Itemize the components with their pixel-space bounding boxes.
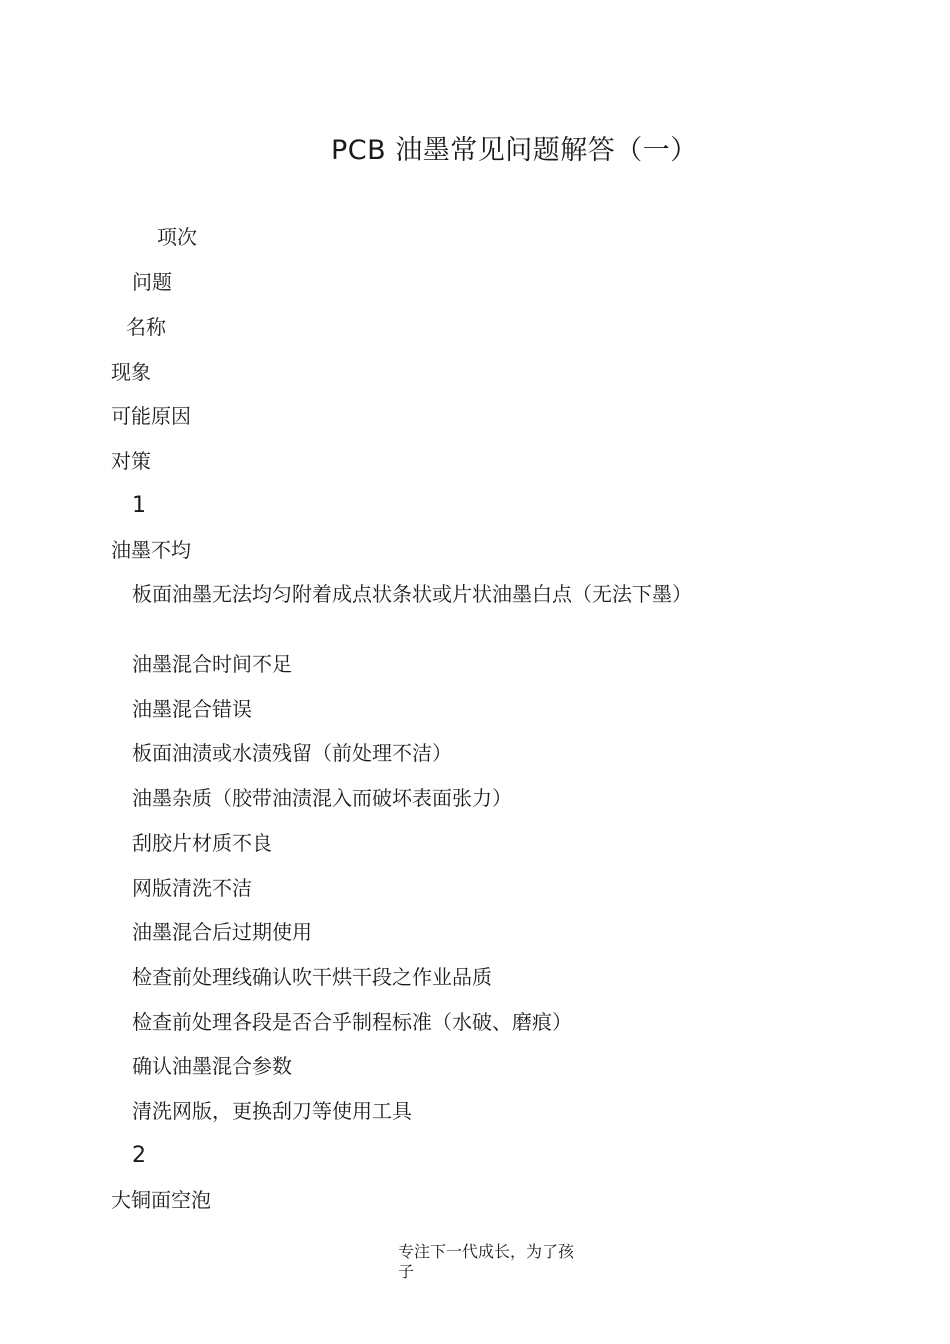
cause-item: 板面油渍或水渍残留（前处理不洁） [132, 741, 452, 765]
header-causes: 可能原因 [111, 404, 191, 428]
entry-number: 1 [132, 493, 146, 518]
header-measures: 对策 [111, 449, 151, 473]
header-phenomenon: 现象 [111, 360, 151, 384]
entry-name: 大铜面空泡 [111, 1188, 211, 1212]
measure-item: 检查前处理各段是否合乎制程标准（水破、磨痕） [132, 1010, 572, 1034]
cause-item: 网版清洗不洁 [132, 876, 252, 900]
cause-item: 刮胶片材质不良 [132, 831, 272, 855]
entry-number: 2 [132, 1143, 146, 1168]
cause-item: 油墨混合错误 [132, 697, 252, 721]
header-item: 项次 [157, 225, 197, 249]
measure-item: 检查前处理线确认吹干烘干段之作业品质 [132, 965, 492, 989]
cause-item: 油墨混合后过期使用 [132, 920, 312, 944]
page-footer: 专注下一代成长，为了孩子 [398, 1242, 575, 1281]
measure-item: 确认油墨混合参数 [132, 1054, 292, 1078]
measure-item: 清洗网版，更换刮刀等使用工具 [132, 1099, 412, 1123]
entry-phenomenon: 板面油墨无法均匀附着成点状条状或片状油墨白点（无法下墨） [132, 582, 692, 606]
page-title: PCB 油墨常见问题解答（一） [331, 135, 698, 166]
header-name: 名称 [126, 315, 166, 339]
cause-item: 油墨杂质（胶带油渍混入而破坏表面张力） [132, 786, 512, 810]
cause-item: 油墨混合时间不足 [132, 652, 292, 676]
entry-name: 油墨不均 [111, 538, 191, 562]
header-problem: 问题 [132, 270, 172, 294]
